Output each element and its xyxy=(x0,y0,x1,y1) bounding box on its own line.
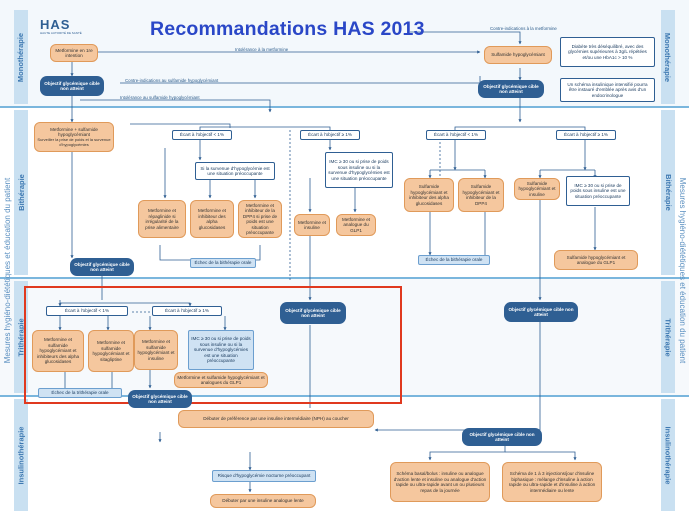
box-imc-a: IMC ≥ 30 ou si prise de poids sous insuline ou si la survenue d'hypoglycémies est une situation préoccupante xyxy=(325,152,393,188)
box-schema-injections-biphasique: Schéma de 1 à 3 injections/jour d'insuline biphasique : mélange d'insuline à action rapide ou ultra-rapide et d'insuline à action intermédiaire ou lente xyxy=(502,462,602,502)
side-label-tritherapie: Trithérapie xyxy=(14,281,28,393)
side-label-bitherapie-right: Bithérapie xyxy=(661,110,675,275)
box-ecart-lt1-a: Écart à l'objectif < 1% xyxy=(172,130,232,140)
box-objectif-non-atteint-2: Objectif glycémique cible non atteint xyxy=(478,80,544,98)
side-label-mesures: Mesures hygiéno-diététiques et éducation du patient xyxy=(3,177,13,363)
box-objectif-non-atteint-6: Objectif glycémique cible non atteint xyxy=(128,390,192,408)
box-objectif-non-atteint-4: Objectif glycémique cible non atteint xyxy=(280,302,346,324)
side-label-insulinotherapie-right: Insulinothérapie xyxy=(661,399,675,511)
box-objectif-non-atteint-1: Objectif glycémique cible non atteint xyxy=(40,76,104,96)
box-risque-hypoglycemie-nocturne: Risque d'hypoglycémie nocturne préoccupant xyxy=(212,470,316,482)
box-ecart-lt1-c: Écart à l'objectif < 1% xyxy=(46,306,128,316)
box-ecart-ge1-c: Écart à l'objectif ≥ 1% xyxy=(152,306,222,316)
side-label-mesures-right: Mesures hygiéno-diététiques et éducation du patient xyxy=(678,177,688,363)
box-surveiller-note: Surveiller la prise de poids et la survenue d'hypoglycémies xyxy=(37,136,111,147)
box-echec-bitherapie-a: Échec de la bithérapie orale xyxy=(190,258,256,268)
box-objectif-non-atteint-5: Objectif glycémique cible non atteint xyxy=(504,302,578,322)
box-schema-basal-bolus: Schéma basal/bolus : insuline ou analogue d'action lente et insuline ou analogue d'action rapide ou ultra-rapide avant un ou plusieurs repas de la journée xyxy=(390,462,490,502)
box-metformine-alpha-glucosidases: Metformine et inhibiteur des alpha glucosidases xyxy=(190,200,234,238)
box-metformine-insuline: Metformine et insuline xyxy=(294,214,330,236)
label-ci-sulfamide: Contre-indications au sulfamide hypoglycémiant xyxy=(125,78,219,84)
box-ecart-ge1-b: Écart à l'objectif ≥ 1% xyxy=(556,130,616,140)
box-echec-bitherapie-b: Échec de la bithérapie orale xyxy=(418,255,490,265)
box-ecart-ge1-a: Écart à l'objectif ≥ 1% xyxy=(300,130,360,140)
box-sulfamide-mono: Sulfamide hypoglycémiant xyxy=(484,46,552,64)
box-tri-alpha-glucosidases: Metformine et sulfamide hypoglycémiant et inhibiteurs des alpha glucosidases xyxy=(32,330,84,372)
logo-subtitle: HAUTE AUTORITÉ DE SANTÉ xyxy=(40,31,82,35)
box-schema-insuline-intensifie: Un schéma insulinique intensifié pourra être instauré d'emblée après avis d'un endocrinologue xyxy=(560,78,655,102)
box-objectif-non-atteint-7: Objectif glycémique cible non atteint xyxy=(462,428,542,446)
label-intolerance-metformine: Intolérance à la metformine xyxy=(235,47,289,53)
box-imc-b: IMC ≥ 30 ou si prise de poids sous insuline est une situation préoccupante xyxy=(566,176,630,206)
box-metformine-sulfamide-label: Metformine + sulfamide hypoglycémiant xyxy=(50,126,98,138)
box-objectif-non-atteint-3: Objectif glycémique cible non atteint xyxy=(70,258,134,276)
box-sulfamide-glp1: Sulfamide hypoglycémiant et analogue du GLP1 xyxy=(554,250,638,270)
label-intolerance-sulfamide: Intolérance au sulfamide hypoglycémiant xyxy=(120,95,200,101)
side-label-bitherapie: Bithérapie xyxy=(14,110,28,275)
box-sulfamide-alpha-glucosidases: Sulfamide hypoglycémiant et inhibiteur des alpha glucosidases xyxy=(404,178,454,212)
side-label-monotherapie: Monothérapie xyxy=(14,10,28,104)
box-metformine-1re-intention: Metformine en 1re intention xyxy=(50,44,98,62)
page-title: Recommandations HAS 2013 xyxy=(150,18,425,40)
box-metformine-sulfamide xyxy=(34,122,114,152)
box-imc-c: IMC ≥ 30 ou si prise de poids sous insuline ou si la survenue d'hypoglycémies est une situation préoccupante xyxy=(188,330,254,370)
box-metformine-repaglinide: Metformine et répaglinide si irrégularité de la prise alimentaire xyxy=(138,200,186,238)
box-metformine-dpp4: Metformine et inhibiteur de la DPP4 si prise de poids est une situation préoccupante xyxy=(238,200,282,238)
label-ci-metformine: Contre-indications à la metformine xyxy=(490,26,557,32)
side-label-monotherapie-right: Monothérapie xyxy=(661,10,675,104)
box-si-survenue-hypoglycemie: Si la survenue d'hypoglycémie est une situation préoccupante xyxy=(195,162,275,180)
box-echec-tritherapie: Échec de la trithérapie orale xyxy=(38,388,122,398)
box-sulfamide-dpp4: Sulfamide hypoglycémiant et inhibiteur de la DPP4 xyxy=(458,178,504,212)
box-diabete-desequilibre: Diabète très déséquilibré, avec des glycémies supérieures à 3g/L répétées et/ou une HbA1c > 10 % xyxy=(560,37,655,67)
side-label-tritherapie-right: Trithérapie xyxy=(661,281,675,393)
side-label-insulinotherapie: Insulinothérapie xyxy=(14,399,28,511)
has-logo xyxy=(40,17,90,39)
box-debuter-nph: Débuter de préférence par une insuline intermédiaire (NPH) au coucher xyxy=(178,410,374,428)
box-tri-sitagliptine: Metformine et sulfamide hypoglycémiant et sitagliptine xyxy=(88,330,134,372)
box-ecart-lt1-b: Écart à l'objectif < 1% xyxy=(426,130,486,140)
box-tri-glp1: Metformine et sulfamide hypoglycémiant et analogues du GLP1 xyxy=(174,372,268,388)
box-sulfamide-insuline: Sulfamide hypoglycémiant et insuline xyxy=(514,178,560,200)
box-tri-insuline: Metformine et sulfamide hypoglycémiant et insuline xyxy=(134,330,178,370)
box-debuter-insuline-lente: Débuter par une insuline analogue lente xyxy=(210,494,316,508)
highlight-rectangle xyxy=(24,286,402,404)
box-metformine-glp1: Metformine et analogue du GLP1 xyxy=(336,214,376,236)
logo-acronym: HAS xyxy=(40,17,71,32)
